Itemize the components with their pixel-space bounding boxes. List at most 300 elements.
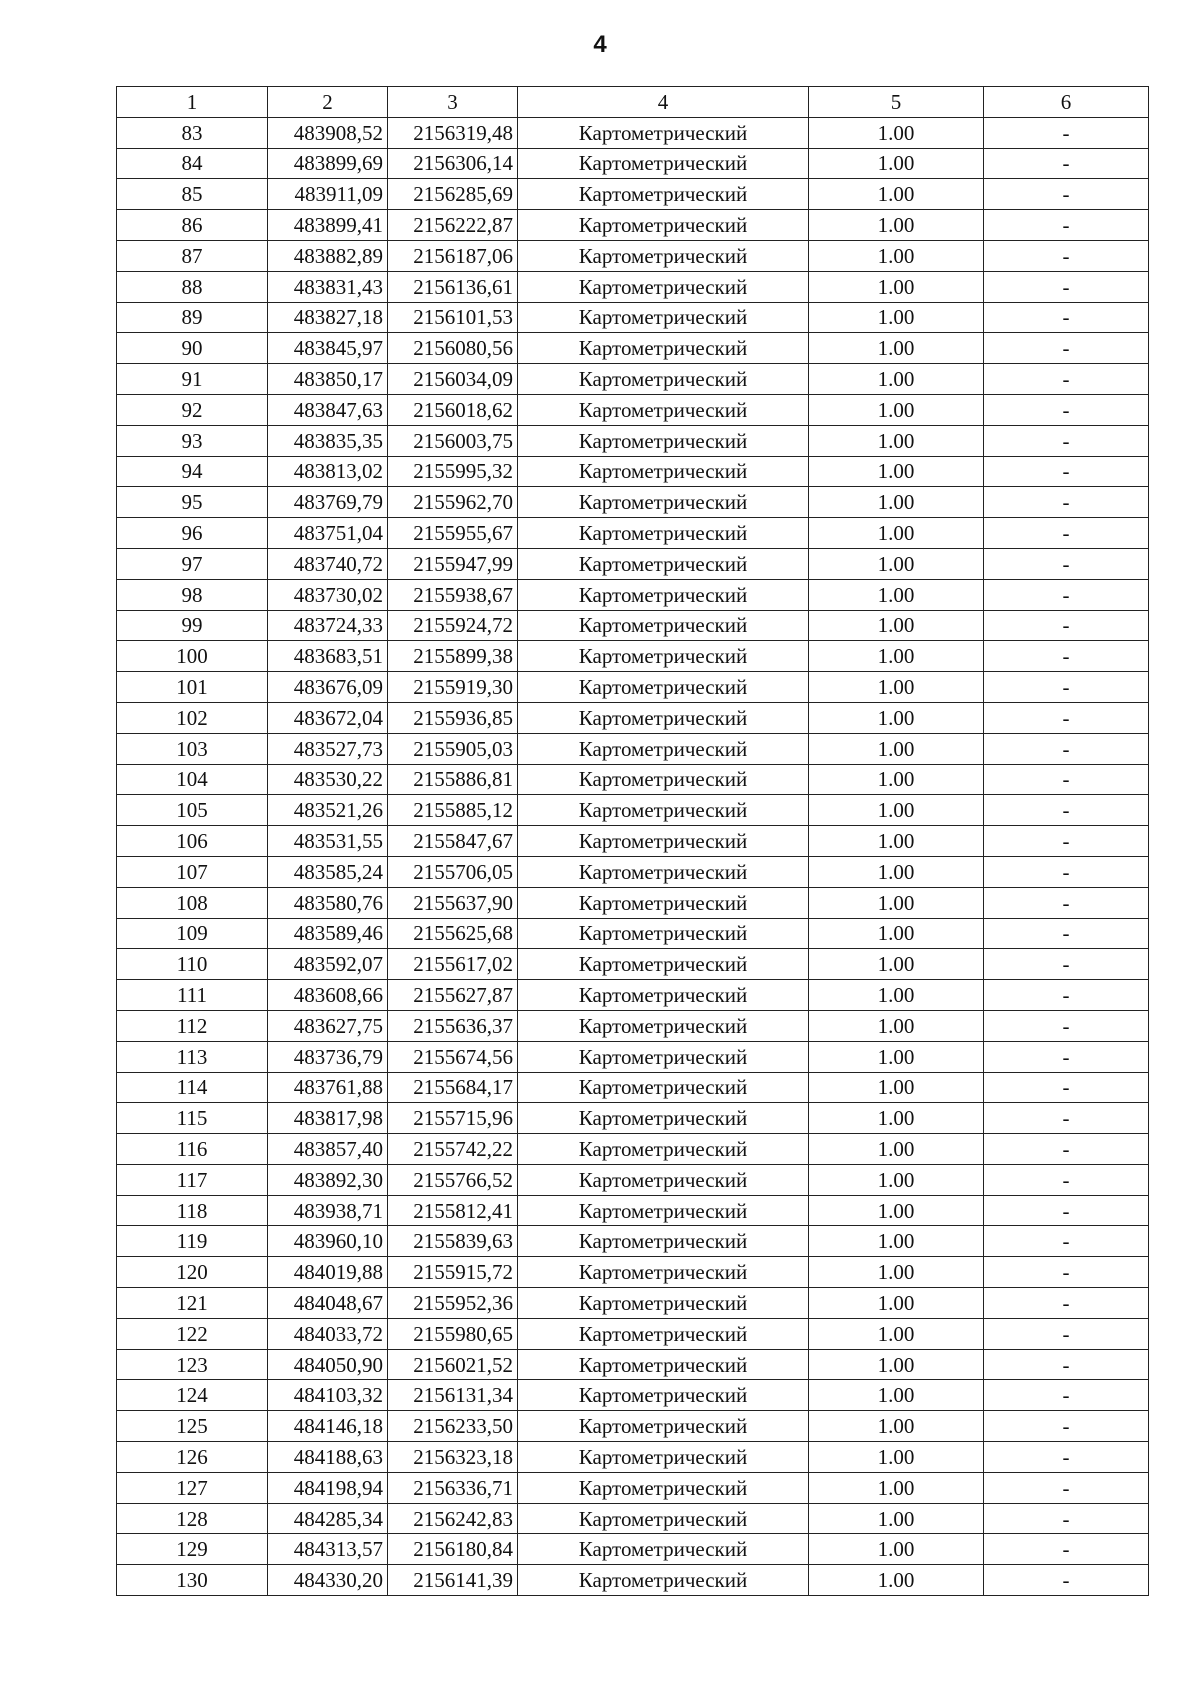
method-cell: Картометрический (518, 302, 809, 333)
method-cell: Картометрический (518, 672, 809, 703)
header-cell-1: 1 (117, 87, 268, 118)
table-row (117, 1472, 1149, 1503)
accuracy-cell: 1.00 (809, 1503, 984, 1534)
x-coordinate-cell: 483521,26 (268, 795, 388, 826)
method-cell: Картометрический (518, 394, 809, 425)
description-cell: - (984, 1134, 1149, 1165)
description-cell: - (984, 641, 1149, 672)
x-coordinate-cell: 483857,40 (268, 1134, 388, 1165)
accuracy-cell: 1.00 (809, 1257, 984, 1288)
accuracy-cell: 1.00 (809, 117, 984, 148)
y-coordinate-cell: 2155636,37 (388, 1010, 518, 1041)
table-header (117, 87, 1149, 118)
x-coordinate-cell: 483608,66 (268, 980, 388, 1011)
table-row (117, 364, 1149, 395)
y-coordinate-cell: 2156233,50 (388, 1411, 518, 1442)
accuracy-cell: 1.00 (809, 1472, 984, 1503)
method-cell: Картометрический (518, 1072, 809, 1103)
y-coordinate-cell: 2156242,83 (388, 1503, 518, 1534)
point-number-cell: 112 (117, 1010, 268, 1041)
accuracy-cell: 1.00 (809, 949, 984, 980)
method-cell: Картометрический (518, 1103, 809, 1134)
point-number-cell: 106 (117, 826, 268, 857)
x-coordinate-cell: 483530,22 (268, 764, 388, 795)
accuracy-cell: 1.00 (809, 271, 984, 302)
table-row (117, 887, 1149, 918)
table-row (117, 918, 1149, 949)
x-coordinate-cell: 483589,46 (268, 918, 388, 949)
accuracy-cell: 1.00 (809, 210, 984, 241)
y-coordinate-cell: 2155674,56 (388, 1041, 518, 1072)
y-coordinate-cell: 2155947,99 (388, 548, 518, 579)
point-number-cell: 95 (117, 487, 268, 518)
description-cell: - (984, 271, 1149, 302)
y-coordinate-cell: 2155847,67 (388, 826, 518, 857)
accuracy-cell: 1.00 (809, 764, 984, 795)
table-row (117, 117, 1149, 148)
accuracy-cell: 1.00 (809, 1411, 984, 1442)
description-cell: - (984, 364, 1149, 395)
point-number-cell: 121 (117, 1288, 268, 1319)
y-coordinate-cell: 2155886,81 (388, 764, 518, 795)
method-cell: Картометрический (518, 425, 809, 456)
point-number-cell: 96 (117, 518, 268, 549)
description-cell: - (984, 1442, 1149, 1473)
y-coordinate-cell: 2155905,03 (388, 733, 518, 764)
coordinates-table (116, 86, 1149, 1596)
table-row (117, 610, 1149, 641)
method-cell: Картометрический (518, 1195, 809, 1226)
x-coordinate-cell: 484285,34 (268, 1503, 388, 1534)
accuracy-cell: 1.00 (809, 333, 984, 364)
description-cell: - (984, 795, 1149, 826)
x-coordinate-cell: 483672,04 (268, 702, 388, 733)
y-coordinate-cell: 2156319,48 (388, 117, 518, 148)
table-row (117, 271, 1149, 302)
x-coordinate-cell: 483527,73 (268, 733, 388, 764)
description-cell: - (984, 579, 1149, 610)
description-cell: - (984, 518, 1149, 549)
method-cell: Картометрический (518, 641, 809, 672)
description-cell: - (984, 1534, 1149, 1565)
accuracy-cell: 1.00 (809, 148, 984, 179)
accuracy-cell: 1.00 (809, 1164, 984, 1195)
y-coordinate-cell: 2156034,09 (388, 364, 518, 395)
point-number-cell: 98 (117, 579, 268, 610)
method-cell: Картометрический (518, 733, 809, 764)
accuracy-cell: 1.00 (809, 1565, 984, 1596)
table-row (117, 518, 1149, 549)
method-cell: Картометрический (518, 1041, 809, 1072)
table-row (117, 148, 1149, 179)
description-cell: - (984, 302, 1149, 333)
accuracy-cell: 1.00 (809, 518, 984, 549)
method-cell: Картометрический (518, 240, 809, 271)
table-row (117, 333, 1149, 364)
point-number-cell: 84 (117, 148, 268, 179)
x-coordinate-cell: 483769,79 (268, 487, 388, 518)
x-coordinate-cell: 483831,43 (268, 271, 388, 302)
method-cell: Картометрический (518, 179, 809, 210)
point-number-cell: 129 (117, 1534, 268, 1565)
table-body (117, 117, 1149, 1595)
y-coordinate-cell: 2156021,52 (388, 1349, 518, 1380)
x-coordinate-cell: 483592,07 (268, 949, 388, 980)
point-number-cell: 87 (117, 240, 268, 271)
point-number-cell: 97 (117, 548, 268, 579)
y-coordinate-cell: 2155617,02 (388, 949, 518, 980)
x-coordinate-cell: 483531,55 (268, 826, 388, 857)
description-cell: - (984, 1565, 1149, 1596)
x-coordinate-cell: 484050,90 (268, 1349, 388, 1380)
x-coordinate-cell: 483761,88 (268, 1072, 388, 1103)
point-number-cell: 111 (117, 980, 268, 1011)
description-cell: - (984, 456, 1149, 487)
x-coordinate-cell: 483938,71 (268, 1195, 388, 1226)
table-row (117, 302, 1149, 333)
table-row (117, 456, 1149, 487)
table-row (117, 1565, 1149, 1596)
description-cell: - (984, 117, 1149, 148)
table-row (117, 1442, 1149, 1473)
method-cell: Картометрический (518, 1257, 809, 1288)
y-coordinate-cell: 2155936,85 (388, 702, 518, 733)
y-coordinate-cell: 2155938,67 (388, 579, 518, 610)
x-coordinate-cell: 483827,18 (268, 302, 388, 333)
method-cell: Картометрический (518, 1565, 809, 1596)
point-number-cell: 130 (117, 1565, 268, 1596)
method-cell: Картометрический (518, 364, 809, 395)
point-number-cell: 122 (117, 1318, 268, 1349)
point-number-cell: 114 (117, 1072, 268, 1103)
table-row (117, 548, 1149, 579)
table-row (117, 1349, 1149, 1380)
description-cell: - (984, 1226, 1149, 1257)
y-coordinate-cell: 2155715,96 (388, 1103, 518, 1134)
description-cell: - (984, 918, 1149, 949)
method-cell: Картометрический (518, 487, 809, 518)
table-row (117, 1257, 1149, 1288)
y-coordinate-cell: 2156306,14 (388, 148, 518, 179)
y-coordinate-cell: 2155899,38 (388, 641, 518, 672)
table-row (117, 1380, 1149, 1411)
point-number-cell: 117 (117, 1164, 268, 1195)
method-cell: Картометрический (518, 1226, 809, 1257)
point-number-cell: 83 (117, 117, 268, 148)
table-row (117, 487, 1149, 518)
method-cell: Картометрический (518, 1380, 809, 1411)
header-cell-5: 5 (809, 87, 984, 118)
point-number-cell: 105 (117, 795, 268, 826)
accuracy-cell: 1.00 (809, 1534, 984, 1565)
table-row (117, 826, 1149, 857)
x-coordinate-cell: 483585,24 (268, 856, 388, 887)
accuracy-cell: 1.00 (809, 702, 984, 733)
table-row (117, 1226, 1149, 1257)
point-number-cell: 124 (117, 1380, 268, 1411)
table-row (117, 1072, 1149, 1103)
y-coordinate-cell: 2155955,67 (388, 518, 518, 549)
description-cell: - (984, 980, 1149, 1011)
y-coordinate-cell: 2156003,75 (388, 425, 518, 456)
description-cell: - (984, 1318, 1149, 1349)
y-coordinate-cell: 2156018,62 (388, 394, 518, 425)
x-coordinate-cell: 484146,18 (268, 1411, 388, 1442)
y-coordinate-cell: 2156131,34 (388, 1380, 518, 1411)
y-coordinate-cell: 2155742,22 (388, 1134, 518, 1165)
x-coordinate-cell: 483911,09 (268, 179, 388, 210)
accuracy-cell: 1.00 (809, 487, 984, 518)
table-row (117, 579, 1149, 610)
accuracy-cell: 1.00 (809, 179, 984, 210)
method-cell: Картометрический (518, 1010, 809, 1041)
accuracy-cell: 1.00 (809, 1442, 984, 1473)
table-row (117, 425, 1149, 456)
x-coordinate-cell: 483580,76 (268, 887, 388, 918)
table-row (117, 702, 1149, 733)
x-coordinate-cell: 483882,89 (268, 240, 388, 271)
accuracy-cell: 1.00 (809, 641, 984, 672)
description-cell: - (984, 210, 1149, 241)
page-number: 4 (593, 31, 607, 58)
description-cell: - (984, 148, 1149, 179)
x-coordinate-cell: 483835,35 (268, 425, 388, 456)
table-row (117, 733, 1149, 764)
method-cell: Картометрический (518, 702, 809, 733)
description-cell: - (984, 672, 1149, 703)
y-coordinate-cell: 2155812,41 (388, 1195, 518, 1226)
x-coordinate-cell: 483892,30 (268, 1164, 388, 1195)
y-coordinate-cell: 2156187,06 (388, 240, 518, 271)
point-number-cell: 101 (117, 672, 268, 703)
x-coordinate-cell: 484019,88 (268, 1257, 388, 1288)
table-row (117, 856, 1149, 887)
description-cell: - (984, 1010, 1149, 1041)
table-row (117, 1010, 1149, 1041)
description-cell: - (984, 1380, 1149, 1411)
x-coordinate-cell: 484033,72 (268, 1318, 388, 1349)
table-row (117, 1288, 1149, 1319)
method-cell: Картометрический (518, 918, 809, 949)
method-cell: Картометрический (518, 887, 809, 918)
y-coordinate-cell: 2155915,72 (388, 1257, 518, 1288)
description-cell: - (984, 887, 1149, 918)
x-coordinate-cell: 483627,75 (268, 1010, 388, 1041)
accuracy-cell: 1.00 (809, 610, 984, 641)
x-coordinate-cell: 483850,17 (268, 364, 388, 395)
point-number-cell: 99 (117, 610, 268, 641)
y-coordinate-cell: 2155839,63 (388, 1226, 518, 1257)
point-number-cell: 90 (117, 333, 268, 364)
y-coordinate-cell: 2155962,70 (388, 487, 518, 518)
method-cell: Картометрический (518, 1442, 809, 1473)
y-coordinate-cell: 2156285,69 (388, 179, 518, 210)
accuracy-cell: 1.00 (809, 1072, 984, 1103)
point-number-cell: 86 (117, 210, 268, 241)
accuracy-cell: 1.00 (809, 1288, 984, 1319)
y-coordinate-cell: 2156136,61 (388, 271, 518, 302)
point-number-cell: 108 (117, 887, 268, 918)
y-coordinate-cell: 2156141,39 (388, 1565, 518, 1596)
table-row (117, 641, 1149, 672)
y-coordinate-cell: 2155980,65 (388, 1318, 518, 1349)
table-row (117, 1134, 1149, 1165)
accuracy-cell: 1.00 (809, 1134, 984, 1165)
accuracy-cell: 1.00 (809, 980, 984, 1011)
description-cell: - (984, 394, 1149, 425)
description-cell: - (984, 949, 1149, 980)
description-cell: - (984, 1164, 1149, 1195)
description-cell: - (984, 610, 1149, 641)
method-cell: Картометрический (518, 1503, 809, 1534)
y-coordinate-cell: 2156080,56 (388, 333, 518, 364)
table-row (117, 764, 1149, 795)
point-number-cell: 109 (117, 918, 268, 949)
x-coordinate-cell: 484103,32 (268, 1380, 388, 1411)
method-cell: Картометрический (518, 148, 809, 179)
y-coordinate-cell: 2155706,05 (388, 856, 518, 887)
x-coordinate-cell: 484330,20 (268, 1565, 388, 1596)
accuracy-cell: 1.00 (809, 364, 984, 395)
method-cell: Картометрический (518, 210, 809, 241)
accuracy-cell: 1.00 (809, 548, 984, 579)
y-coordinate-cell: 2155885,12 (388, 795, 518, 826)
point-number-cell: 92 (117, 394, 268, 425)
y-coordinate-cell: 2156222,87 (388, 210, 518, 241)
description-cell: - (984, 702, 1149, 733)
table-row (117, 1164, 1149, 1195)
point-number-cell: 118 (117, 1195, 268, 1226)
table-row (117, 980, 1149, 1011)
x-coordinate-cell: 483899,41 (268, 210, 388, 241)
y-coordinate-cell: 2155625,68 (388, 918, 518, 949)
description-cell: - (984, 425, 1149, 456)
description-cell: - (984, 733, 1149, 764)
description-cell: - (984, 1472, 1149, 1503)
header-cell-6: 6 (984, 87, 1149, 118)
table-row (117, 672, 1149, 703)
table-row (117, 1411, 1149, 1442)
point-number-cell: 91 (117, 364, 268, 395)
point-number-cell: 123 (117, 1349, 268, 1380)
point-number-cell: 102 (117, 702, 268, 733)
table-row (117, 210, 1149, 241)
x-coordinate-cell: 483817,98 (268, 1103, 388, 1134)
x-coordinate-cell: 484198,94 (268, 1472, 388, 1503)
method-cell: Картометрический (518, 980, 809, 1011)
header-cell-2: 2 (268, 87, 388, 118)
y-coordinate-cell: 2155924,72 (388, 610, 518, 641)
point-number-cell: 128 (117, 1503, 268, 1534)
point-number-cell: 110 (117, 949, 268, 980)
description-cell: - (984, 1503, 1149, 1534)
method-cell: Картометрический (518, 1472, 809, 1503)
x-coordinate-cell: 483683,51 (268, 641, 388, 672)
x-coordinate-cell: 483736,79 (268, 1041, 388, 1072)
table-row (117, 1534, 1149, 1565)
table-row (117, 394, 1149, 425)
method-cell: Картометрический (518, 548, 809, 579)
point-number-cell: 126 (117, 1442, 268, 1473)
header-cell-4: 4 (518, 87, 809, 118)
x-coordinate-cell: 483740,72 (268, 548, 388, 579)
point-number-cell: 104 (117, 764, 268, 795)
x-coordinate-cell: 483730,02 (268, 579, 388, 610)
y-coordinate-cell: 2155627,87 (388, 980, 518, 1011)
accuracy-cell: 1.00 (809, 733, 984, 764)
x-coordinate-cell: 483724,33 (268, 610, 388, 641)
header-cell-3: 3 (388, 87, 518, 118)
description-cell: - (984, 764, 1149, 795)
accuracy-cell: 1.00 (809, 1380, 984, 1411)
table-row (117, 1103, 1149, 1134)
x-coordinate-cell: 483845,97 (268, 333, 388, 364)
point-number-cell: 127 (117, 1472, 268, 1503)
point-number-cell: 119 (117, 1226, 268, 1257)
x-coordinate-cell: 483751,04 (268, 518, 388, 549)
accuracy-cell: 1.00 (809, 240, 984, 271)
description-cell: - (984, 548, 1149, 579)
point-number-cell: 116 (117, 1134, 268, 1165)
table-row (117, 240, 1149, 271)
accuracy-cell: 1.00 (809, 425, 984, 456)
description-cell: - (984, 1411, 1149, 1442)
accuracy-cell: 1.00 (809, 918, 984, 949)
accuracy-cell: 1.00 (809, 456, 984, 487)
table-row (117, 1318, 1149, 1349)
method-cell: Картометрический (518, 1288, 809, 1319)
description-cell: - (984, 1103, 1149, 1134)
header-row (117, 87, 1149, 118)
accuracy-cell: 1.00 (809, 795, 984, 826)
point-number-cell: 115 (117, 1103, 268, 1134)
method-cell: Картометрический (518, 1411, 809, 1442)
accuracy-cell: 1.00 (809, 826, 984, 857)
x-coordinate-cell: 483676,09 (268, 672, 388, 703)
description-cell: - (984, 1288, 1149, 1319)
description-cell: - (984, 826, 1149, 857)
accuracy-cell: 1.00 (809, 887, 984, 918)
x-coordinate-cell: 483899,69 (268, 148, 388, 179)
x-coordinate-cell: 484313,57 (268, 1534, 388, 1565)
table-row (117, 1041, 1149, 1072)
method-cell: Картометрический (518, 764, 809, 795)
accuracy-cell: 1.00 (809, 856, 984, 887)
method-cell: Картометрический (518, 610, 809, 641)
point-number-cell: 88 (117, 271, 268, 302)
table-row (117, 949, 1149, 980)
method-cell: Картометрический (518, 1164, 809, 1195)
method-cell: Картометрический (518, 456, 809, 487)
accuracy-cell: 1.00 (809, 672, 984, 703)
accuracy-cell: 1.00 (809, 302, 984, 333)
x-coordinate-cell: 484188,63 (268, 1442, 388, 1473)
description-cell: - (984, 856, 1149, 887)
accuracy-cell: 1.00 (809, 1318, 984, 1349)
y-coordinate-cell: 2156180,84 (388, 1534, 518, 1565)
y-coordinate-cell: 2155952,36 (388, 1288, 518, 1319)
point-number-cell: 85 (117, 179, 268, 210)
description-cell: - (984, 1041, 1149, 1072)
method-cell: Картометрический (518, 579, 809, 610)
point-number-cell: 125 (117, 1411, 268, 1442)
description-cell: - (984, 240, 1149, 271)
description-cell: - (984, 1257, 1149, 1288)
y-coordinate-cell: 2155766,52 (388, 1164, 518, 1195)
point-number-cell: 89 (117, 302, 268, 333)
point-number-cell: 113 (117, 1041, 268, 1072)
y-coordinate-cell: 2155995,32 (388, 456, 518, 487)
